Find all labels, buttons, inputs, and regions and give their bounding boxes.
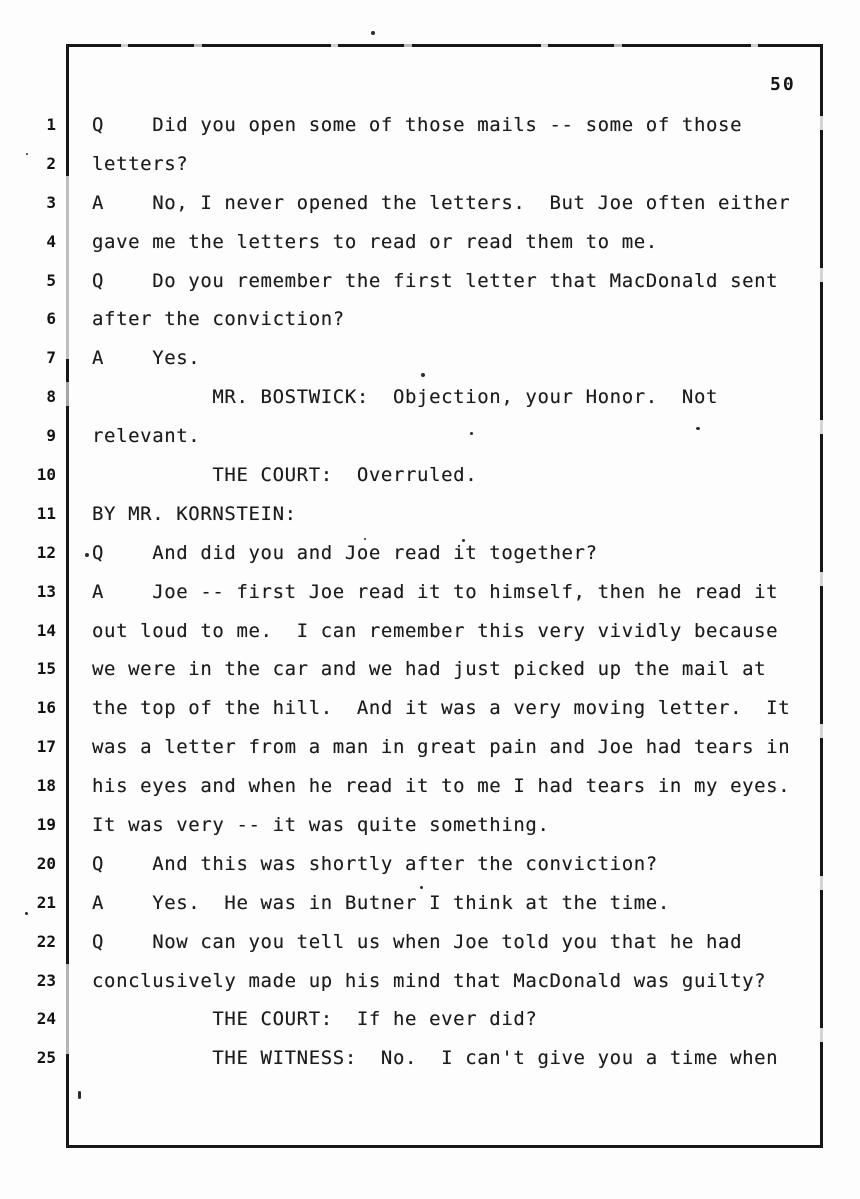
transcript-line xyxy=(0,1000,860,1039)
transcript-line xyxy=(0,534,860,573)
scan-speck xyxy=(78,1091,81,1099)
line-text: THE WITNESS: No. I can't give you a time when xyxy=(92,1047,779,1070)
transcript-line xyxy=(0,106,860,145)
line-number: 3 xyxy=(46,192,56,212)
scan-speck xyxy=(85,553,89,557)
line-number: 1 xyxy=(46,115,56,134)
line-text: A Joe -- first Joe read it to himself, then he read it xyxy=(92,580,779,603)
line-text: Q Did you open some of those mails -- some of those xyxy=(92,114,743,136)
transcript-line xyxy=(0,223,860,262)
line-text: relevant. xyxy=(92,425,201,448)
line-number: 7 xyxy=(46,348,56,368)
transcript-line xyxy=(0,573,860,612)
scan-speck xyxy=(371,31,375,35)
line-text: letters? xyxy=(92,152,189,175)
transcript-line xyxy=(0,339,860,378)
scan-speck xyxy=(26,153,28,155)
transcript-line xyxy=(0,378,860,417)
line-text: was a letter from a man in great pain and Joe had tears in xyxy=(92,736,791,759)
line-text: Q Do you remember the first letter that MacDonald sent xyxy=(92,269,779,292)
line-text: THE COURT: Overruled. xyxy=(92,464,478,487)
transcript-line xyxy=(0,300,860,339)
line-number: 5 xyxy=(46,270,56,290)
line-number: 15 xyxy=(36,659,56,679)
scan-speck xyxy=(364,538,366,540)
line-number: 14 xyxy=(36,620,56,640)
line-number: 22 xyxy=(36,931,56,951)
line-text: A Yes. He was in Butner I think at the time. xyxy=(92,891,670,914)
line-number: 18 xyxy=(36,776,56,796)
line-text: Q And did you and Joe read it together? xyxy=(92,541,598,564)
transcript-line xyxy=(0,262,860,301)
transcript-line xyxy=(0,1039,860,1078)
line-number: 16 xyxy=(36,698,56,718)
line-number: 19 xyxy=(36,815,56,835)
line-text: BY MR. KORNSTEIN: xyxy=(92,502,297,525)
scan-speck xyxy=(696,427,700,430)
transcript-line xyxy=(0,650,860,689)
line-number: 4 xyxy=(46,231,56,251)
transcript-line xyxy=(0,806,860,845)
line-number: 24 xyxy=(36,1009,56,1029)
line-number: 12 xyxy=(36,542,56,562)
page-number: 50 xyxy=(770,74,796,95)
line-number: 13 xyxy=(36,581,56,601)
transcript-line xyxy=(0,184,860,223)
line-text: A Yes. xyxy=(92,347,201,370)
scan-speck xyxy=(421,373,425,377)
line-text: It was very -- it was quite something. xyxy=(92,814,550,837)
transcript-line xyxy=(0,728,860,767)
scan-speck xyxy=(462,539,465,542)
transcript-line xyxy=(0,962,860,1001)
line-text: Q Now can you tell us when Joe told you that he had xyxy=(92,930,743,953)
scan-speck xyxy=(25,912,28,915)
line-number: 20 xyxy=(36,853,56,873)
line-number: 23 xyxy=(36,970,56,990)
transcript-line xyxy=(0,495,860,534)
line-text: Q And this was shortly after the conviction? xyxy=(92,852,658,875)
line-text: MR. BOSTWICK: Objection, your Honor. Not xyxy=(92,386,719,409)
transcript-line xyxy=(0,923,860,962)
transcript-line xyxy=(0,417,860,456)
transcript-line xyxy=(0,767,860,806)
line-number: 25 xyxy=(36,1048,56,1068)
line-text: the top of the hill. And it was a very moving letter. It xyxy=(92,697,791,720)
scan-speck xyxy=(470,432,473,435)
line-text: THE COURT: If he ever did? xyxy=(92,1008,538,1031)
line-text: conclusively made up his mind that MacDonald was guilty? xyxy=(92,969,767,992)
transcript-line xyxy=(0,612,860,651)
line-text: out loud to me. I can remember this very vividly because xyxy=(92,619,779,642)
line-text: after the conviction? xyxy=(92,308,345,331)
line-text: gave me the letters to read or read them to me. xyxy=(92,230,658,253)
line-text: we were in the car and we had just picked up the mail at xyxy=(92,658,767,681)
line-number: 8 xyxy=(46,387,56,407)
line-number: 9 xyxy=(46,426,56,446)
line-text: A No, I never opened the letters. But Joe often either xyxy=(92,191,791,214)
line-text: his eyes and when he read it to me I had tears in my eyes. xyxy=(92,775,791,798)
line-number: 21 xyxy=(36,892,56,912)
line-number: 10 xyxy=(36,465,56,485)
line-number: 17 xyxy=(36,737,56,757)
line-number: 6 xyxy=(46,309,56,329)
line-number: 2 xyxy=(46,153,56,173)
transcript-line xyxy=(0,689,860,728)
transcript-line xyxy=(0,456,860,495)
transcript-line xyxy=(0,145,860,184)
line-number: 11 xyxy=(36,503,56,523)
transcript-line xyxy=(0,845,860,884)
transcript-line xyxy=(0,884,860,923)
scan-speck xyxy=(420,886,423,889)
transcript-lines xyxy=(0,106,860,1078)
